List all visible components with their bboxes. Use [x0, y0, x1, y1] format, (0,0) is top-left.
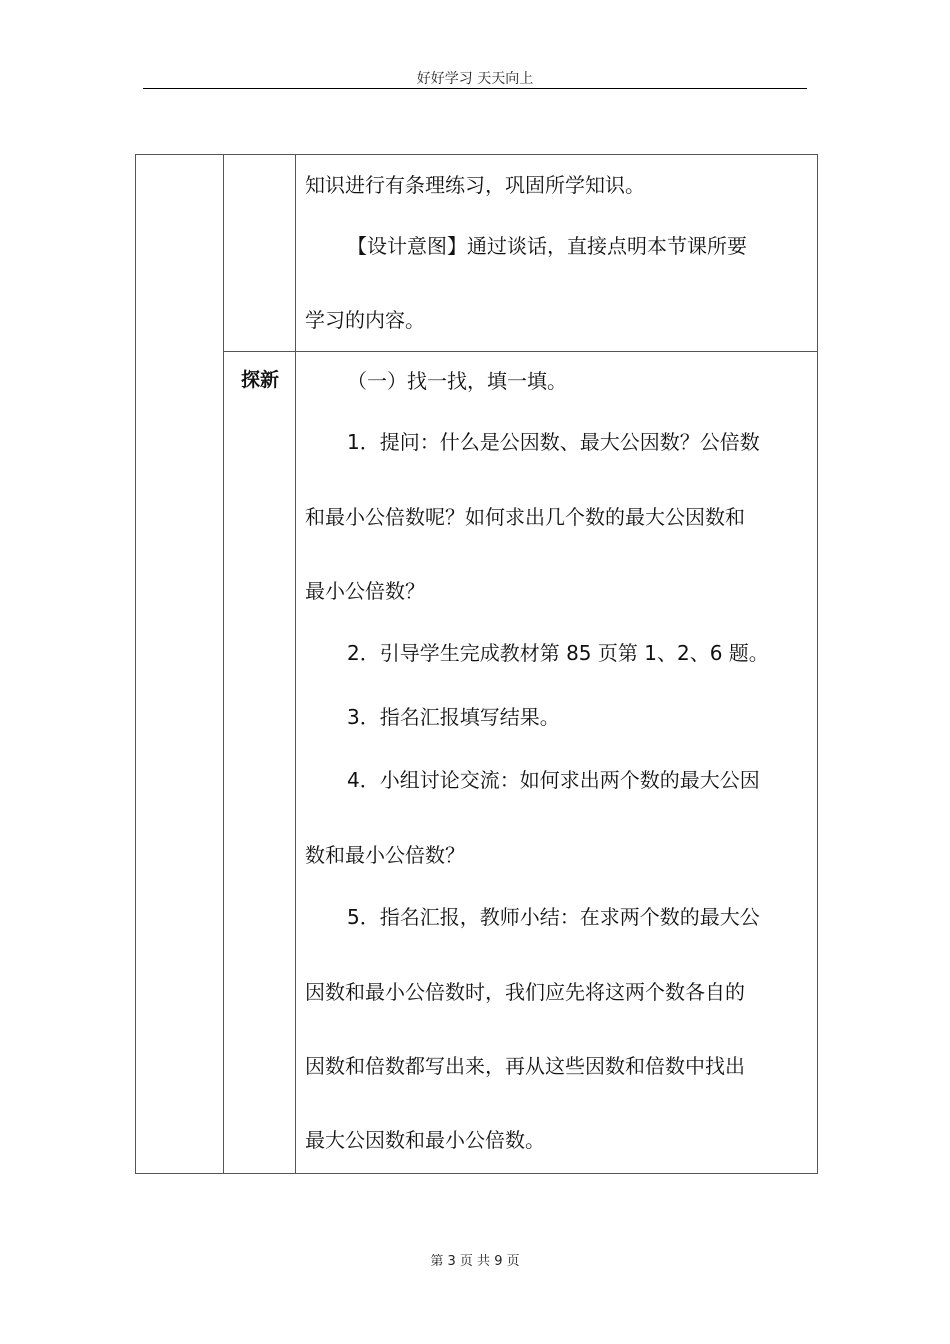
column-divider-1	[223, 155, 224, 1173]
text-line: 2．引导学生完成教材第 85 页第 1、2、6 题。	[347, 641, 769, 665]
header-rule	[143, 88, 807, 89]
text-line: （一）找一找，填一填。	[347, 369, 567, 393]
text-line: 1．提问：什么是公因数、最大公因数？公倍数	[347, 430, 760, 454]
text-line: 因数和倍数都写出来，再从这些因数和倍数中找出	[305, 1054, 745, 1078]
text-line: 最大公因数和最小公倍数。	[305, 1128, 545, 1152]
row-divider	[223, 351, 817, 352]
text-line: 数和最小公倍数？	[305, 843, 465, 867]
text-line: 3．指名汇报填写结果。	[347, 705, 560, 729]
page-header: 好好学习 天天向上	[416, 71, 534, 87]
section-label-tanxin: 探新	[240, 369, 279, 391]
text-line: 学习的内容。	[305, 308, 425, 332]
text-line: 和最小公倍数呢？如何求出几个数的最大公因数和	[305, 505, 745, 529]
lesson-plan-table	[135, 154, 818, 1174]
text-line: 最小公倍数？	[305, 579, 425, 603]
text-line: 知识进行有条理练习，巩固所学知识。	[305, 173, 645, 197]
text-line: 因数和最小公倍数时，我们应先将这两个数各自的	[305, 980, 745, 1004]
text-line: 4．小组讨论交流：如何求出两个数的最大公因	[347, 768, 760, 792]
page-footer: 第 3 页 共 9 页	[430, 1254, 520, 1269]
column-divider-2	[295, 155, 296, 1173]
text-line: 5．指名汇报，教师小结：在求两个数的最大公	[347, 905, 760, 929]
text-line: 【设计意图】通过谈话，直接点明本节课所要	[347, 234, 747, 258]
